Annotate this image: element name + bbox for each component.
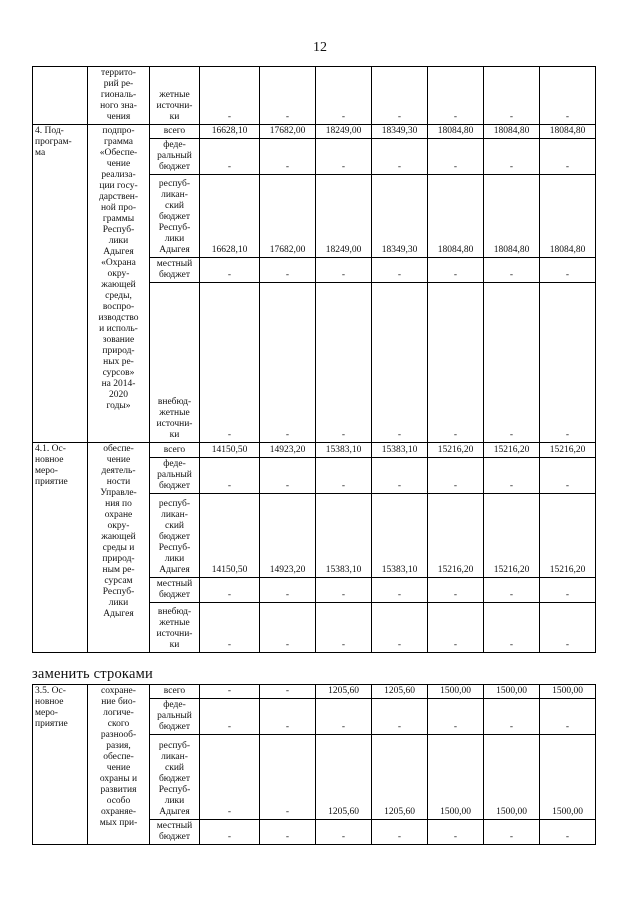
amount-cell: - (484, 139, 540, 175)
amount-cell: 17682,00 (260, 175, 316, 258)
amount-cell: - (260, 139, 316, 175)
amount-cell: 1205,60 (372, 735, 428, 820)
amount-cell: 18084,80 (484, 125, 540, 139)
amount-cell: - (484, 699, 540, 735)
amount-cell: 18084,80 (540, 175, 596, 258)
amount-cell: 16628,10 (200, 175, 260, 258)
amount-cell: - (200, 258, 260, 283)
amount-cell: 1205,60 (316, 735, 372, 820)
amount-cell: - (372, 283, 428, 443)
amount-cell: - (484, 258, 540, 283)
amount-cell: - (540, 699, 596, 735)
program-name: подпро- грамма «Обеспе- чение реализа- ции госу- дарствен- ной про- граммы Респуб- лики Адыгея «Охрана окру- жающей среды, воспро- изводство и исполь- зование природ- ных ре- сурсов» на 2014- 2020 годы» (88, 125, 150, 443)
funding-source: респуб- ликан- ский бюджет Респуб- лики Адыгея (150, 175, 200, 258)
amount-cell: - (428, 67, 484, 125)
amount-cell: 1500,00 (428, 735, 484, 820)
amount-cell: - (428, 603, 484, 653)
amount-cell: - (540, 820, 596, 845)
amount-cell: - (200, 283, 260, 443)
amount-cell: - (200, 685, 260, 699)
program-code (33, 67, 88, 125)
program-code: 3.5. Ос- новное меро- приятие (33, 685, 88, 845)
amount-cell: 1500,00 (540, 735, 596, 820)
amount-cell: - (200, 139, 260, 175)
program-code: 4.1. Ос- новное меро- приятие (33, 443, 88, 653)
amount-cell: - (316, 458, 372, 494)
amount-cell: - (484, 458, 540, 494)
amount-cell: - (316, 283, 372, 443)
amount-cell: - (428, 258, 484, 283)
funding-source: респуб- ликан- ский бюджет Респуб- лики Адыгея (150, 494, 200, 578)
amount-cell: - (540, 67, 596, 125)
program-code: 4. Под- програм- ма (33, 125, 88, 443)
amount-cell: - (316, 699, 372, 735)
amount-cell: 14150,50 (200, 494, 260, 578)
amount-cell: - (372, 699, 428, 735)
funding-source: феде- ральный бюджет (150, 458, 200, 494)
amount-cell: - (372, 67, 428, 125)
page-number: 12 (313, 40, 327, 55)
amount-cell: - (484, 67, 540, 125)
amount-cell: 15216,20 (428, 494, 484, 578)
amount-cell: - (260, 578, 316, 603)
funding-source: внебюд- жетные источни- ки (150, 283, 200, 443)
funding-source: всего (150, 125, 200, 139)
amount-cell: - (200, 603, 260, 653)
amount-cell: - (428, 458, 484, 494)
amount-cell: 18084,80 (428, 125, 484, 139)
funding-source: феде- ральный бюджет (150, 699, 200, 735)
amount-cell: - (428, 139, 484, 175)
amount-cell: 14150,50 (200, 443, 260, 458)
amount-cell: - (200, 578, 260, 603)
amount-cell: - (260, 685, 316, 699)
funding-source: местный бюджет (150, 820, 200, 845)
amount-cell: 16628,10 (200, 125, 260, 139)
table-row (33, 443, 640, 458)
amount-cell: 15383,10 (372, 494, 428, 578)
amount-cell: - (372, 603, 428, 653)
amount-cell: - (260, 458, 316, 494)
program-name: обеспе- чение деятель- ности Управле- ния по охране окру- жающей среды и природ- ным ре- сурсам Респуб- лики Адыгея (88, 443, 150, 653)
amount-cell: - (260, 67, 316, 125)
amount-cell: - (372, 578, 428, 603)
amount-cell: - (316, 603, 372, 653)
amount-cell: - (484, 603, 540, 653)
amount-cell: - (260, 735, 316, 820)
budget-table-top (32, 66, 640, 653)
funding-source: всего (150, 685, 200, 699)
amount-cell: 1500,00 (484, 735, 540, 820)
program-name: сохране- ние био- логиче- ского разнооб- разия, обеспе- чение охраны и развития особо охраняе- мых при- (88, 685, 150, 845)
table-row (33, 125, 640, 139)
amount-cell: 15216,20 (540, 443, 596, 458)
amount-cell: - (260, 283, 316, 443)
amount-cell: 14923,20 (260, 494, 316, 578)
amount-cell: - (428, 578, 484, 603)
funding-source: феде- ральный бюджет (150, 139, 200, 175)
amount-cell: - (260, 258, 316, 283)
amount-cell: - (540, 578, 596, 603)
amount-cell: 1205,60 (372, 685, 428, 699)
amount-cell: 18084,80 (484, 175, 540, 258)
amount-cell: - (540, 139, 596, 175)
amount-cell: 1500,00 (540, 685, 596, 699)
amount-cell: 18084,80 (540, 125, 596, 139)
amount-cell: 15216,20 (428, 443, 484, 458)
amount-cell: - (484, 820, 540, 845)
amount-cell: - (260, 603, 316, 653)
program-name: террито- рий ре- гиональ- ного зна- чения (88, 67, 150, 125)
amount-cell: - (200, 67, 260, 125)
amount-cell: 15216,20 (484, 443, 540, 458)
amount-cell: 15216,20 (484, 494, 540, 578)
amount-cell: - (316, 139, 372, 175)
funding-source: местный бюджет (150, 258, 200, 283)
table-row (33, 67, 640, 125)
amount-cell: - (372, 458, 428, 494)
amount-cell: - (540, 258, 596, 283)
amount-cell: - (316, 578, 372, 603)
amount-cell: - (372, 258, 428, 283)
amount-cell: - (428, 820, 484, 845)
amount-cell: 18249,00 (316, 125, 372, 139)
amount-cell: 1205,60 (316, 685, 372, 699)
amount-cell: - (540, 458, 596, 494)
amount-cell: - (484, 283, 540, 443)
amount-cell: - (540, 283, 596, 443)
amount-cell: 18349,30 (372, 125, 428, 139)
amount-cell: - (484, 578, 540, 603)
amount-cell: 18249,00 (316, 175, 372, 258)
amount-cell: 18349,30 (372, 175, 428, 258)
amount-cell: 15383,10 (372, 443, 428, 458)
amount-cell: 15383,10 (316, 494, 372, 578)
amount-cell: 1500,00 (428, 685, 484, 699)
funding-source: респуб- ликан- ский бюджет Респуб- лики Адыгея (150, 735, 200, 820)
amount-cell: - (200, 699, 260, 735)
funding-source: всего (150, 443, 200, 458)
amount-cell: - (372, 139, 428, 175)
funding-source: жетные источни- ки (150, 67, 200, 125)
amount-cell: - (316, 258, 372, 283)
amount-cell: - (316, 820, 372, 845)
amount-cell: 18084,80 (428, 175, 484, 258)
amount-cell: 17682,00 (260, 125, 316, 139)
amount-cell: - (200, 735, 260, 820)
amount-cell: - (316, 67, 372, 125)
amount-cell: - (200, 820, 260, 845)
amount-cell: 15383,10 (316, 443, 372, 458)
amount-cell: - (260, 699, 316, 735)
budget-table-bottom (32, 684, 640, 845)
amount-cell: - (200, 458, 260, 494)
amount-cell: 14923,20 (260, 443, 316, 458)
replace-caption: заменить строками (32, 666, 153, 682)
amount-cell: - (428, 283, 484, 443)
amount-cell: 1500,00 (484, 685, 540, 699)
funding-source: местный бюджет (150, 578, 200, 603)
amount-cell: 15216,20 (540, 494, 596, 578)
amount-cell: - (260, 820, 316, 845)
table-row (33, 685, 640, 699)
funding-source: внебюд- жетные источни- ки (150, 603, 200, 653)
amount-cell: - (428, 699, 484, 735)
amount-cell: - (372, 820, 428, 845)
amount-cell: - (540, 603, 596, 653)
